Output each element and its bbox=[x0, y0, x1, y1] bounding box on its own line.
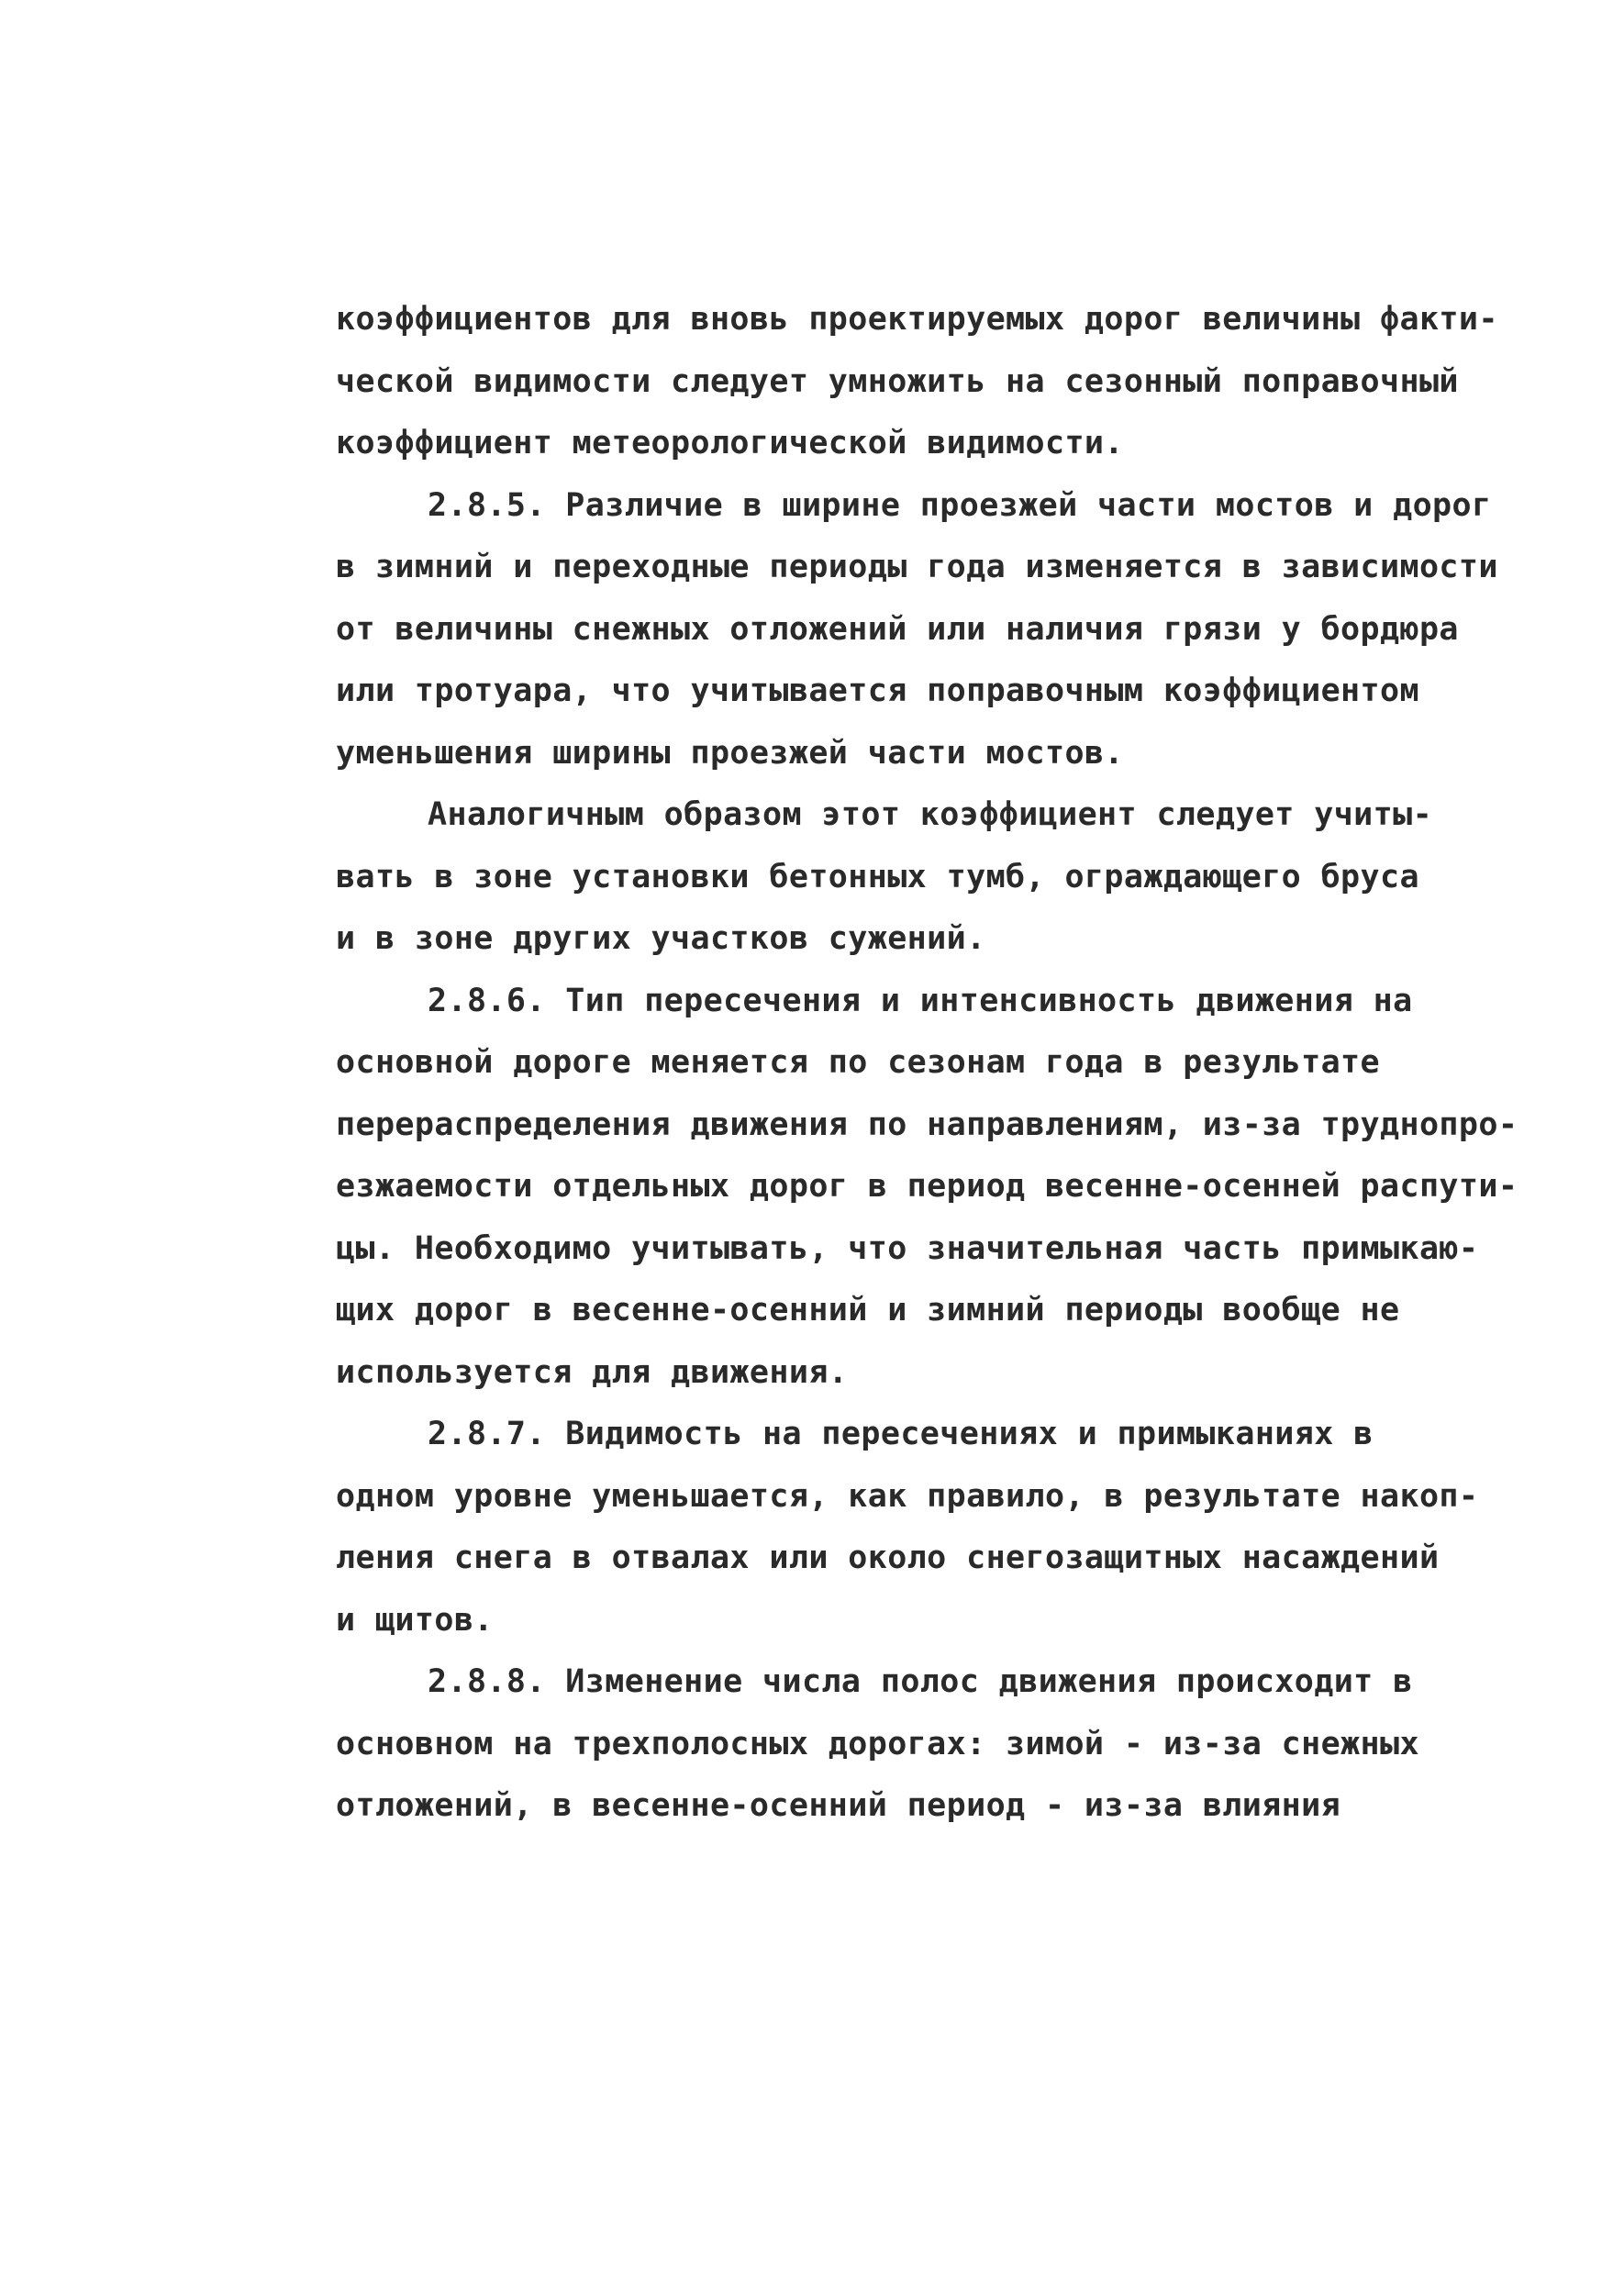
text-line: коэффициентов для вновь проектируемых дорог величины факти- bbox=[336, 301, 1498, 338]
text-line: одном уровне уменьшается, как правило, в результате накоп- bbox=[336, 1477, 1479, 1515]
paragraph-p-continuation bbox=[336, 301, 1565, 487]
text-line: или тротуара, что учитывается поправочным коэффициентом bbox=[336, 673, 1419, 709]
paragraph-p-2-8-5 bbox=[336, 487, 1565, 797]
text-line: используется для движения. bbox=[336, 1353, 849, 1391]
paragraph-p-2-8-8 bbox=[336, 1663, 1565, 1850]
text-line: 2.8.6. Тип пересечения и интенсивность движения на bbox=[428, 982, 1413, 1019]
text-line: коэффициент метеорологической видимости. bbox=[336, 425, 1124, 461]
text-line: в зимний и переходные периоды года изменяется в зависимости bbox=[336, 549, 1498, 585]
text-line: 2.8.5. Различие в ширине проезжей части мостов и дорог bbox=[428, 486, 1492, 524]
paragraph-p-2-8-6 bbox=[336, 983, 1565, 1417]
text-line: ления снега в отвалах или около снегозащитных насаждений bbox=[336, 1540, 1440, 1576]
text-line: 2.8.8. Изменение числа полос движения происходит в bbox=[428, 1663, 1413, 1700]
text-line: вать в зоне установки бетонных тумб, ограждающего бруса bbox=[336, 858, 1419, 895]
text-line: и в зоне других участков сужений. bbox=[336, 920, 986, 957]
text-line: щих дорог в весенне-осенний и зимний периоды вообще не bbox=[336, 1292, 1400, 1328]
text-line: ческой видимости следует умножить на сезонный поправочный bbox=[336, 362, 1459, 400]
text-line: цы. Необходимо учитывать, что значительная часть примыкаю- bbox=[336, 1229, 1479, 1267]
text-line: перераспределения движения по направлениям, из-за труднопро- bbox=[336, 1106, 1518, 1143]
text-line: основном на трехполосных дорогах: зимой - из-за снежных bbox=[336, 1725, 1419, 1762]
text-line: 2.8.7. Видимость на пересечениях и примыканиях в bbox=[428, 1416, 1374, 1452]
paragraph-p-analog bbox=[336, 796, 1565, 983]
paragraph-p-2-8-7 bbox=[336, 1416, 1565, 1663]
text-line: Аналогичным образом этот коэффициент следует учиты- bbox=[428, 796, 1433, 833]
text-line: основной дороге меняется по сезонам года в результате bbox=[336, 1044, 1381, 1081]
text-line: от величины снежных отложений или наличия грязи у бордюра bbox=[336, 610, 1459, 648]
document-body bbox=[336, 301, 1565, 1850]
text-line: езжаемости отдельных дорог в период весенне-осенней распути- bbox=[336, 1168, 1518, 1205]
text-line: и щитов. bbox=[336, 1601, 494, 1639]
text-line: отложений, в весенне-осенний период - из-за влияния bbox=[336, 1787, 1341, 1824]
text-line: уменьшения ширины проезжей части мостов. bbox=[336, 734, 1124, 772]
